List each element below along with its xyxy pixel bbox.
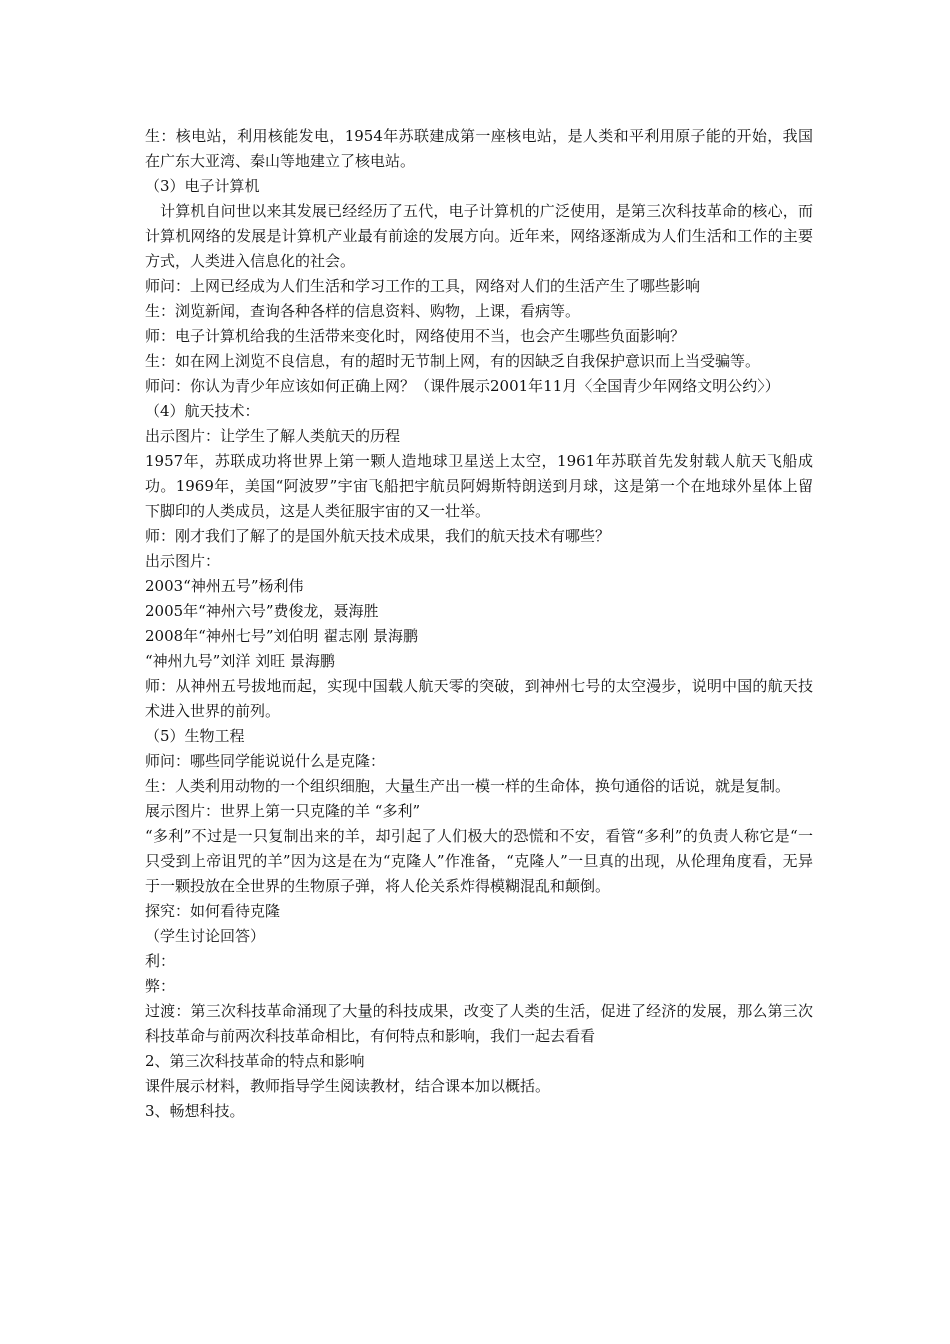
list-item-shenzhou-9: “神州九号”刘洋 刘旺 景海鹏 xyxy=(145,652,335,670)
paragraph-show-dolly: 展示图片：世界上第一只克隆的羊 “多利” xyxy=(145,802,421,820)
heading-imagine-technology: 3、畅想科技。 xyxy=(145,1102,245,1120)
paragraph-nuclear-answer: 生：核电站，利用核能发电，1954年苏联建成第一座核电站，是人类和平利用原子能的开始，我国在广东大亚湾、秦山等地建立了核电站。 xyxy=(145,127,813,170)
heading-computer: （3）电子计算机 xyxy=(145,177,260,195)
paragraph-student-clone-answer: 生：人类利用动物的一个组织细胞，大量生产出一模一样的生命体，换句通俗的话说，就是复制。 xyxy=(145,777,791,795)
paragraph-teacher-clone-question: 师问：哪些同学能说说什么是克隆： xyxy=(145,752,386,770)
paragraph-computer-intro: 计算机自问世以来其发展已经经历了五代，电子计算机的广泛使用，是第三次科技革命的核心，而计算机网络的发展是计算机产业最有前途的发展方向。近年来，网络逐渐成为人们生活和工作的主要方式，人类进入信息化的社会。 xyxy=(145,202,813,270)
paragraph-teacher-china-space: 师：刚才我们了解了的是国外航天技术成果，我们的航天技术有哪些？ xyxy=(145,527,611,545)
paragraph-student-answer-internet: 生：浏览新闻，查询各种各样的信息资料、购物，上课，看病等。 xyxy=(145,302,581,320)
heading-features-impact: 2、第三次科技革命的特点和影响 xyxy=(145,1052,365,1070)
list-item-shenzhou-5: 2003“神州五号”杨利伟 xyxy=(145,577,304,595)
paragraph-teacher-negative-effects: 师：电子计算机给我的生活带来变化时，网络使用不当，也会产生哪些负面影响？ xyxy=(145,327,686,345)
paragraph-show-pictures: 出示图片： xyxy=(145,552,221,570)
paragraph-show-pictures-history: 出示图片：让学生了解人类航天的历程 xyxy=(145,427,401,445)
paragraph-teacher-question-internet: 师问：上网已经成为人们生活和学习工作的工具，网络对人们的生活产生了哪些影响 xyxy=(145,277,701,295)
paragraph-courseware-materials: 课件展示材料，教师指导学生阅读教材，结合课本加以概括。 xyxy=(145,1077,551,1095)
paragraph-transition: 过渡：第三次科技革命涌现了大量的科技成果，改变了人类的生活，促进了经济的发展，那么第三次科技革命与前两次科技革命相比，有何特点和影响，我们一起去看看 xyxy=(145,1002,813,1045)
list-item-shenzhou-6: 2005年“神州六号”费俊龙，聂海胜 xyxy=(145,602,379,620)
paragraph-pros: 利： xyxy=(145,952,176,970)
paragraph-teacher-space-summary: 师：从神州五号拔地而起，实现中国载人航天零的突破，到神州七号的太空漫步，说明中国的航天技术进入世界的前列。 xyxy=(145,677,813,720)
paragraph-student-negative-answer: 生：如在网上浏览不良信息，有的超时无节制上网，有的因缺乏自我保护意识而上当受骗等。 xyxy=(145,352,761,370)
paragraph-teacher-youth-question: 师问：你认为青少年应该如何正确上网？（课件展示2001年11月〈全国青少年网络文明公约〉） xyxy=(145,377,780,395)
paragraph-explore-clone: 探究：如何看待克隆 xyxy=(145,902,281,920)
heading-bioengineering: （5）生物工程 xyxy=(145,727,245,745)
paragraph-dolly-description: “多利”不过是一只复制出来的羊，却引起了人们极大的恐慌和不安，看管“多利”的负责人称它是“一只受到上帝诅咒的羊”因为这是在为“克隆人”作准备，“克隆人”一旦真的出现，从伦理角度看，无异于一颗投放在全世界的生物原子弹，将人伦关系炸得模糊混乱和颠倒。 xyxy=(145,827,813,895)
heading-aerospace: （4）航天技术： xyxy=(145,402,260,420)
paragraph-space-history: 1957年，苏联成功将世界上第一颗人造地球卫星送上太空，1961年苏联首先发射载人航天飞船成功。1969年，美国“阿波罗”宇宙飞船把宇航员阿姆斯特朗送到月球，这是第一个在地球外星体上留下脚印的人类成员，这是人类征服宇宙的又一壮举。 xyxy=(145,452,813,520)
paragraph-cons: 弊： xyxy=(145,977,176,995)
paragraph-student-discussion: （学生讨论回答） xyxy=(145,927,266,945)
list-item-shenzhou-7: 2008年“神州七号”刘伯明 翟志刚 景海鹏 xyxy=(145,627,419,645)
document-body xyxy=(145,124,813,1124)
